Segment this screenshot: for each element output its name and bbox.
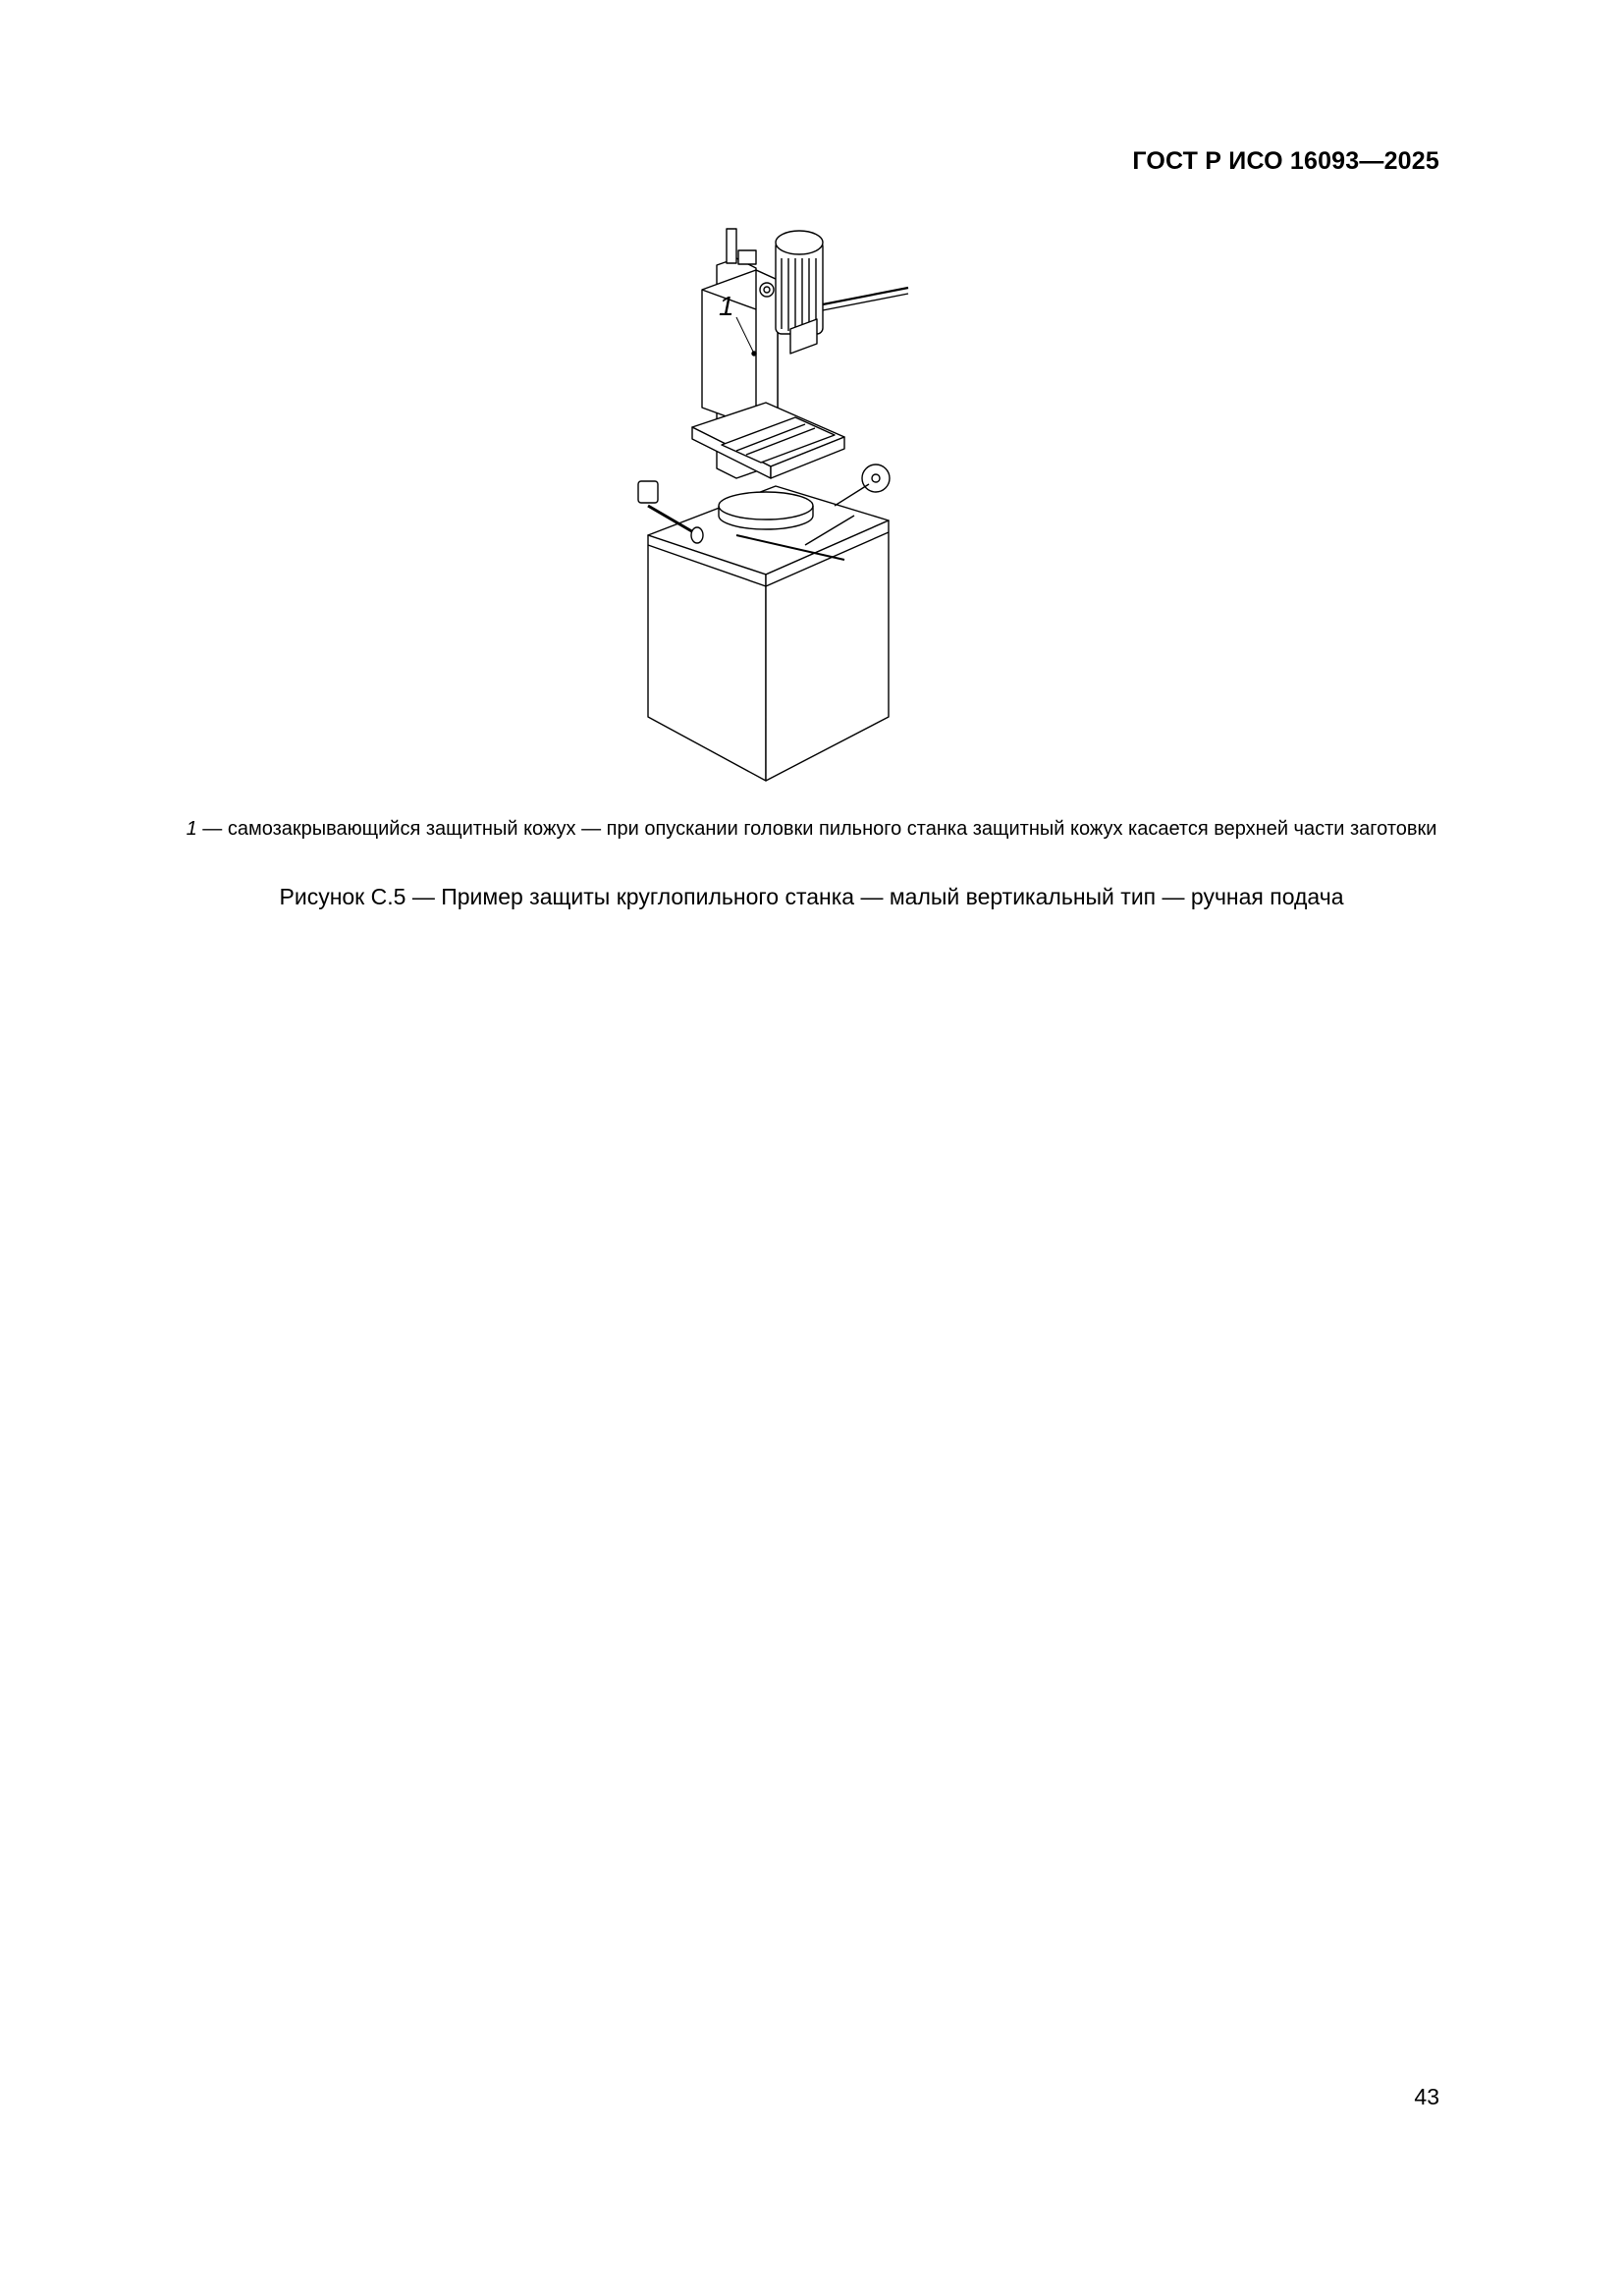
callout-number: 1 (719, 291, 734, 321)
machine-cabinet (648, 486, 889, 781)
figure-legend (147, 816, 1476, 842)
work-table (692, 403, 844, 478)
legend-text: — самозакрывающийся защитный кожух — при опускании головки пильного станка защитный кожух касается верхней части заготовки (196, 818, 1437, 840)
figure-caption: Рисунок С.5 — Пример защиты круглопильного станка — малый вертикальный тип — ручная подача (279, 884, 1344, 909)
saw-machine-figure (609, 221, 933, 791)
page-number: 43 (1414, 2084, 1439, 2109)
legend-number: 1 (186, 818, 197, 840)
document-code: ГОСТ Р ИСО 16093—2025 (1132, 147, 1439, 175)
